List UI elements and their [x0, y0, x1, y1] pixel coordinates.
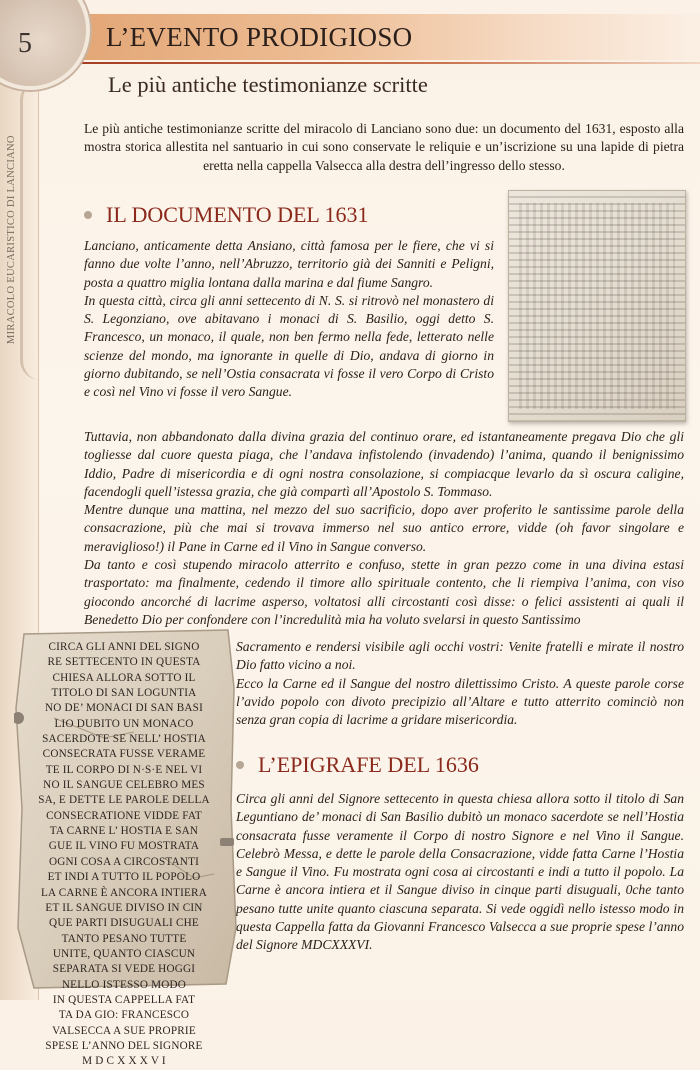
- plaque-line: NO IL SANGUE CELEBRO MES: [43, 779, 205, 792]
- plaque-line: TA CARNE L’ HOSTIA E SAN: [49, 825, 199, 838]
- document-paragraph: Ecco la Carne ed il Sangue del nostro dilettissimo Cristo. A queste parole corse l’avido popolo con divoto precipizio all’Altare e tutto atterrito cominciò non senza gran copia di lacrime a gridare misericordia.: [236, 675, 684, 728]
- epigraph-paragraph: Circa gli anni del Signore settecento in questa chiesa allora sotto il titolo di San Leguntiano de’ monaci di San Basilio dubitò un monaco sacerdote se nell’Hostia consacrata fusse veramente il Corpo di nostro Signore e nel Vino il Sangue. Celebrò Messa, e dette le parole della Consacrazione, vidde fatta Carne l’Hostia e Sangue il Vino. Fu mostrata ogni cosa ai circostanti e indi a tutto il popolo. La Carne è ancora intiera et il Sangue diviso in cinque parti disuguali, 0che tanto pesano tutte unite quanto ciascuna separata. Si vede oggidì nello istesso modo in questa Cappella fatta da Giovanni Francesco Valsecca a sue proprie spese l’anno del Signore MDCXXXVI.: [236, 791, 684, 953]
- plaque-line: NO DE’ MONACI DI SAN BASI: [45, 702, 203, 715]
- bullet-icon: [84, 211, 92, 219]
- plaque-line: CHIESA ALLORA SOTTO IL: [52, 671, 196, 684]
- page-number: 5: [18, 28, 32, 59]
- plaque-line: LIO DUBITO UN MONACO: [54, 717, 194, 730]
- wall-clamp: [220, 838, 234, 846]
- side-label: MIRACOLO EUCARISTICO DI LANCIANO: [6, 135, 17, 345]
- plaque-line: CIRCA GLI ANNI DEL SIGNO: [48, 641, 200, 653]
- plaque-line: GUE IL VINO FU MOSTRATA: [48, 840, 200, 853]
- section-heading-documento: [84, 202, 369, 228]
- document-text-top: [84, 237, 494, 402]
- plaque-line: ET INDI A TUTTO IL POPOLO: [47, 871, 201, 884]
- plaque-line: SEPARATA SI VEDE HOGGI: [52, 963, 196, 976]
- plaque-line: SPESE L’ANNO DEL SIGNORE: [45, 1039, 203, 1052]
- plaque-line: OGNI COSA A CIRCOSTANTI: [48, 855, 200, 868]
- plaque-line: SA, E DETTE LE PAROLE DELLA: [38, 794, 210, 807]
- page-subtitle: Le più antiche testimonianze scritte: [108, 72, 428, 97]
- plaque-line: M D C X X X V I: [82, 1055, 166, 1068]
- document-paragraph: Da tanto e così stupendo miracolo atterrito e confuso, stette in gran pezzo come in una divina estasi trasportato: ma finalmente, cedendo il timore allo spirituale contento, che li riempiva l’anima, con viso giocondo ancorché di lacrime asperso, voltatosi alli circostanti così disse: o felici assistenti ai quali il Benedetto Dio per confondere con l’incredulità mia ha voluto svelarsi in questo Santissimo: [84, 557, 684, 627]
- page-number-badge: [0, 0, 90, 90]
- header-rule: [60, 62, 700, 64]
- manuscript-handwriting: [519, 203, 675, 409]
- plaque-line: ET IL SANGUE DIVISO IN CIN: [45, 901, 203, 914]
- plaque-line: IN QUESTA CAPPELLA FAT: [52, 993, 196, 1006]
- section-heading-text: L’EPIGRAFE DEL 1636: [258, 752, 479, 777]
- plaque-line: VALSECCA A SUE PROPRIE: [52, 1024, 196, 1037]
- document-paragraph: Tuttavia, non abbandonato dalla divina grazia del continuo orare, ed istantaneamente pregava Dio che gli togliesse dal cuore questa piaga, che l’andava infistolendo (invadendo) l’anima, quando il benignissimo Iddio, Padre di misericordia e di ogni nostra consolazione, si compiacque levarlo da sì oscura caligine, facendogli quell’istessa grazia, che già compartì all’Apostolo S. Tommaso.: [84, 429, 684, 499]
- plaque-line: CONSECRATA FUSSE VERAME: [42, 748, 206, 761]
- plaque-line: TANTO PESANO TUTTE: [61, 932, 187, 945]
- manuscript-image: [508, 190, 686, 422]
- plaque-line: SACERDOTE SE NELL’ HOSTIA: [42, 733, 206, 746]
- page-title: L’EVENTO PRODIGIOSO: [106, 22, 413, 52]
- document-text-middle: [84, 428, 684, 629]
- document-paragraph: Mentre dunque una mattina, nel mezzo del suo sacrificio, dopo aver proferito le santissime parole della consacrazione, più che mai si trovava immerso nel suo antico errore, vidde (oh favor singolare e meraviglioso!) il Pane in Carne ed il Vino in Sangue converso.: [84, 502, 684, 554]
- plaque-inscription: [34, 640, 214, 1070]
- document-text-bottom: [236, 638, 684, 729]
- section-heading-text: IL DOCUMENTO DEL 1631: [106, 202, 369, 227]
- plaque-line: TA DA GIO: FRANCESCO: [58, 1009, 190, 1022]
- section-heading-epigrafe: [236, 752, 479, 778]
- plaque-line: NELLO ISTESSO MODO: [61, 978, 187, 991]
- intro-paragraph: Le più antiche testimonianze scritte del miracolo di Lanciano sono due: un documento del 1631, esposto alla mostra storica allestita nel santuario in cui sono conservate le reliquie e un’iscrizione su una lapide di pietra eretta nella cappella Valsecca alla destra dell’ingresso dello stesso.: [84, 121, 684, 173]
- plaque-line: UNITE, QUANTO CIASCUN: [52, 947, 196, 960]
- document-paragraph: In questa città, circa gli anni settecento di N. S. si ritrovò nel monastero di S. Legonziano, ove abitavano i monaci di S. Basilio, oggi detto S. Francesco, un monaco, il quale, non ben fermo nella fede, letterato nelle scienze del mondo, ma ignorante in quelle di Dio, andava di giorno in giorno dubitando, se nell’Ostia consacrata vi fosse il vero Corpo di Cristo e così nel Vino vi fosse il vero Sangue.: [84, 292, 494, 400]
- plaque-line: CONSECRATIONE VIDDE FAT: [46, 809, 202, 822]
- plaque-line: TITOLO DI SAN LOGUNTIA: [51, 687, 197, 700]
- plaque-line: QUE PARTI DISUGUALI CHE: [49, 917, 199, 930]
- epigraph-text: [236, 790, 684, 955]
- document-paragraph: Sacramento e rendersi visibile agli occhi vostri: Venite fratelli e mirate il nostro Dio fatto vicino a noi.: [236, 639, 684, 673]
- plaque-line: TE IL CORPO DI N·S·E NEL VI: [45, 763, 203, 776]
- plaque-line: LA CARNE È ANCORA INTIERA: [41, 886, 207, 899]
- document-paragraph: Lanciano, anticamente detta Ansiano, città famosa per le fiere, che vi si fanno due volte l’anno, nell’Abruzzo, territorio già dei Sanniti e Peligni, posta a quattro miglia lontana dalla marina e dal fiume Sangro.: [84, 238, 494, 290]
- plaque-line: RE SETTECENTO IN QUESTA: [47, 656, 201, 669]
